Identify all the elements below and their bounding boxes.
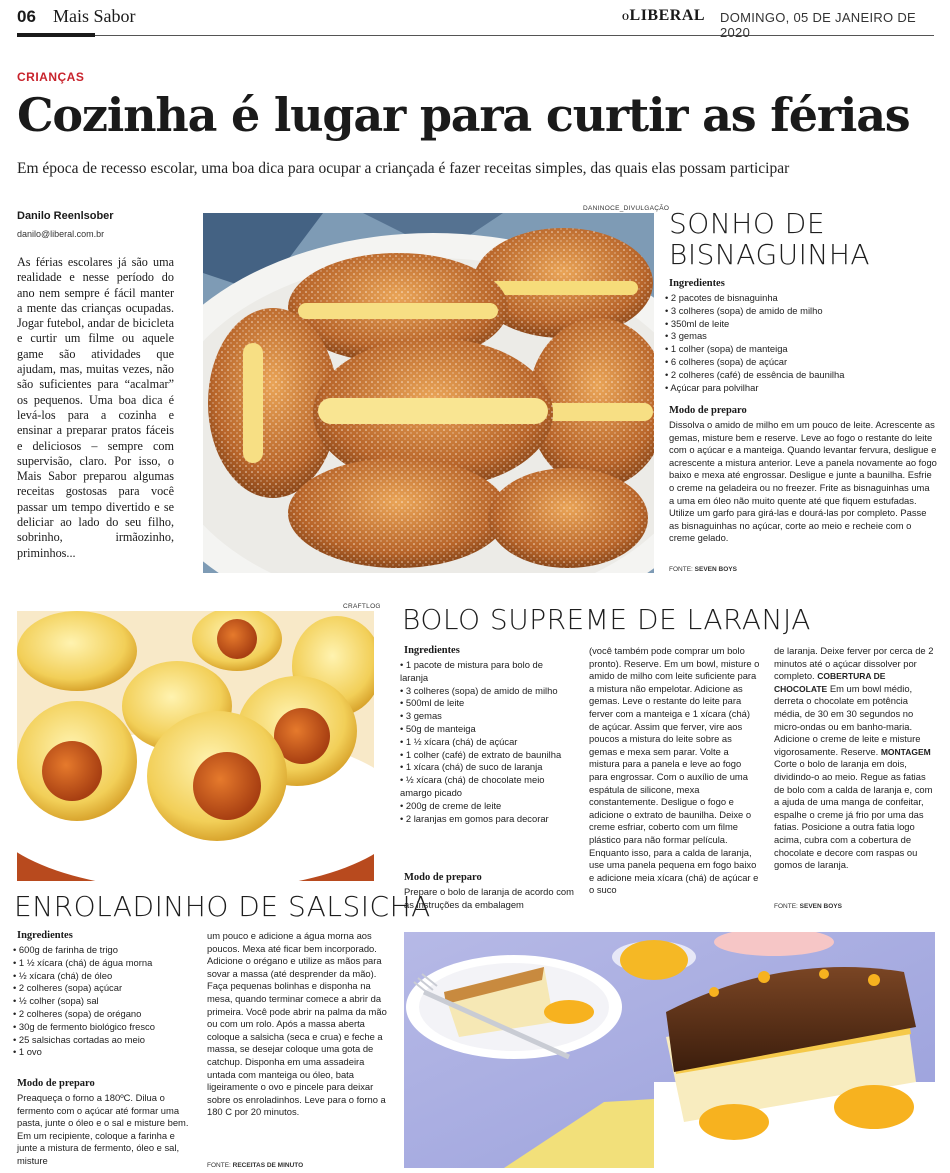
ingredient-item: • 2 colheres (sopa) açúcar bbox=[13, 982, 193, 995]
article-intro: As férias escolares já são uma realidade e nesse período do ano nem sempre é fácil manter a mente das crianças ocupadas. Jogar futebol, andar de bicicleta e curtir um filme ou aquele game são atividades que ajudam, mas, muitas vezes, não são suficientes para “acalmar” os pequenos. Uma boa dica é levá-los para a cozinha e ensinar a preparar pratos fáceis e deliciosos – sempre com supervisão, claro. Por isso, o Mais Sabor preparou algumas receitas gostosas para você passar um tempo divertido e se deliciar ao lado do seu filho, sobrinho, irmãozinho, priminhos... bbox=[17, 255, 174, 560]
article-deck: Em época de recesso escolar, uma boa dica para ocupar a criançada é fazer receitas simples, das quais elas possam participar bbox=[17, 160, 790, 177]
ingredient-item: • 30g de fermento biológico fresco bbox=[13, 1021, 193, 1034]
sonho-source: FONTE: SEVEN BOYS bbox=[669, 566, 737, 573]
bolo-method-heading: Modo de preparo bbox=[404, 872, 482, 883]
enroladinho-method-col2: um pouco e adicione a água morna aos poucos. Mexa até ficar bem incorporado. Adicione o orégano e utilize as mãos para sovar a massa (até desprender da mão). Faça pequenas bolinhas e disponha na mesa, quando terminar comece a abrir da primeira. Você pode abrir na palma da mão ou com um rolo. Após a massa aberta coloque a salsicha (seca e crua) e feche a massa, se desejar coloque uma gota de catchup. Disponha em uma assadeira untada com manteiga ou óleo, bata ligeiramente o ovo e pincele para deixar sobre os enroladinhos. Leve para o forno a 180 C por 20 minutos. bbox=[207, 930, 387, 1118]
enroladinho-method-heading: Modo de preparo bbox=[17, 1078, 95, 1089]
sonho-ingredients-heading: Ingredientes bbox=[669, 278, 725, 289]
header-rule-accent bbox=[17, 33, 95, 37]
recipe-title-enroladinho: ENROLADINHO DE SALSICHA bbox=[14, 890, 431, 923]
edition-date: DOMINGO, 05 DE JANEIRO DE 2020 bbox=[720, 10, 917, 40]
sonho-photo bbox=[203, 213, 654, 573]
bolo-ingredients-heading: Ingredientes bbox=[404, 645, 460, 656]
ingredient-item: • Açúcar para polvilhar bbox=[665, 382, 935, 395]
ingredient-item: • 3 colheres (sopa) de amido de milho bbox=[400, 685, 572, 698]
ingredient-item: • ½ colher (sopa) sal bbox=[13, 995, 193, 1008]
ingredient-item: • ½ xícara (chá) de chocolate meio amargo picado bbox=[400, 774, 572, 800]
page-number: 06 bbox=[17, 7, 36, 26]
enroladinho-ingredients-list bbox=[13, 944, 193, 1059]
article-headline: Cozinha é lugar para curtir as férias bbox=[17, 88, 910, 142]
ingredient-item: • 1 colher (sopa) de manteiga bbox=[665, 343, 935, 356]
ingredient-item: • 1 colher (café) de extrato de baunilha bbox=[400, 749, 572, 762]
bolo-source: FONTE: SEVEN BOYS bbox=[774, 903, 842, 910]
enroladinho-ingredients-heading: Ingredientes bbox=[17, 930, 73, 941]
ingredient-item: • 1 ovo bbox=[13, 1046, 193, 1059]
ingredient-item: • 600g de farinha de trigo bbox=[13, 944, 193, 957]
enroladinho-method-col1: Preaqueça o forno a 180ºC. Dilua o fermento com o açúcar até formar uma pasta, junte o óleo e o sal e misture bem. Em um recipiente, coloque a farinha e junte a mistura de fermento, óleo e sal, misture bbox=[17, 1092, 189, 1166]
bolo-photo bbox=[404, 932, 935, 1168]
ingredient-item: • 2 laranjas em gomos para decorar bbox=[400, 813, 572, 826]
ingredient-item: • 1 xícara (chá) de suco de laranja bbox=[400, 761, 572, 774]
ingredient-item: • 500ml de leite bbox=[400, 697, 572, 710]
enroladinho-source: FONTE: RECEITAS DE MINUTO bbox=[207, 1162, 304, 1169]
ingredient-item: • 3 gemas bbox=[665, 330, 935, 343]
author-name: Danilo Reenlsober bbox=[17, 210, 114, 222]
newspaper-logo: OLIBERAL bbox=[622, 7, 706, 24]
bolo-method-col1: Prepare o bolo de laranja de acordo com as instruções da embalagem bbox=[404, 886, 574, 910]
ingredient-item: • 6 colheres (sopa) de açúcar bbox=[665, 356, 935, 369]
recipe-title-bolo: BOLO SUPREME DE LARANJA bbox=[402, 603, 811, 636]
bolo-ingredients-list bbox=[400, 659, 572, 825]
photo-credit-enroladinho: CRAFTLOG bbox=[343, 603, 381, 610]
author-email: danilo@liberal.com.br bbox=[17, 229, 105, 239]
article-kicker: CRIANÇAS bbox=[17, 70, 85, 84]
ingredient-item: • 200g de creme de leite bbox=[400, 800, 572, 813]
ingredient-item: • 2 pacotes de bisnaguinha bbox=[665, 292, 935, 305]
ingredient-item: • 1 pacote de mistura para bolo de laranja bbox=[400, 659, 572, 685]
ingredient-item: • 1 ½ xícara (chá) de água morna bbox=[13, 957, 193, 970]
ingredient-item: • 350ml de leite bbox=[665, 318, 935, 331]
ingredient-item: • ½ xícara (chá) de óleo bbox=[13, 970, 193, 983]
section-name: Mais Sabor bbox=[53, 6, 136, 26]
ingredient-item: • 1 ½ xícara (chá) de açúcar bbox=[400, 736, 572, 749]
ingredient-item: • 3 gemas bbox=[400, 710, 572, 723]
sonho-ingredients-list bbox=[665, 292, 935, 394]
recipe-title-sonho-line2: BISNAGUINHA bbox=[669, 238, 871, 271]
ingredient-item: • 3 colheres (sopa) de amido de milho bbox=[665, 305, 935, 318]
ingredient-item: • 2 colheres (café) de essência de baunilha bbox=[665, 369, 935, 382]
bolo-method-col2: (você também pode comprar um bolo pronto). Reserve. Em um bowl, misture o amido de milho com leite suficiente para a mistura não empelotar. Adicione as gemas. Leve o restante do leite para ferver com a manteiga e 1 xícara (chá) de açúcar. Assim que ferver, vire aos poucos a mistura do leite sobre as gemas e mexa sem parar. Volte a mistura para a panela e leve ao fogo para engrossar. Com o auxílio de uma espátula de silicone, mexa constantemente. Desligue o fogo e adicione o extrato de baunilha. Deixe o creme esfriar, coberto com um filme plástico para não formar película. Enquanto isso, para a calda de laranja, use uma panela pequena em fogo baixo e adicione meia xícara (chá) de açúcar e o suco bbox=[589, 645, 760, 896]
ingredient-item: • 50g de manteiga bbox=[400, 723, 572, 736]
sonho-method-heading: Modo de preparo bbox=[669, 405, 747, 416]
ingredient-item: • 2 colheres (sopa) de orégano bbox=[13, 1008, 193, 1021]
photo-credit-sonho: DANINOCE_DIVULGAÇÃO bbox=[583, 205, 670, 212]
ingredient-item: • 25 salsichas cortadas ao meio bbox=[13, 1034, 193, 1047]
sonho-method-text: Dissolva o amido de milho em um pouco de leite. Acrescente as gemas, misture bem e reserve. Leve ao fogo o restante do leite com o açúcar e a manteiga. Quando levantar fervura, desligue e acrescente a mistura anterior. Leve a panela novamente ao fogo baixo e mexa até engrossar. Desligue e junte a baunilha. Esfrie o creme na geladeira ou no freezer. Frite as bisnaguinhas uma a uma em óleo não muito quente até que fiquem estufadas. Utilize um garfo para girá-las e dourá-las por completo. Passe as bisnaguinhas no açúcar, corte ao meio e recheie com o creme gelado. bbox=[669, 419, 937, 544]
recipe-title-sonho-line1: SONHO DE bbox=[669, 207, 826, 240]
enroladinho-photo bbox=[17, 611, 374, 881]
bolo-method-col3: de laranja. Deixe ferver por cerca de 2 minutos até o açúcar dissolver por completo. COBERTURA DE CHOCOLATE Em um bowl médio, derreta o chocolate em potência média, de 30 em 30 segundos no micro-ondas ou em banho-maria. Adicione o creme de leite e misture vigorosamente. Reserve. MONTAGEM Corte o bolo de laranja em dois, dividindo-o ao meio. Regue as fatias de bolo com a calda de laranja e, com a ajuda de uma manga de confeitar, espalhe o creme já frio por uma das fatias. Posicione a outra fatia logo acima, cubra com a cobertura de chocolate e decore com raspas ou gomos de laranja. bbox=[774, 645, 934, 871]
